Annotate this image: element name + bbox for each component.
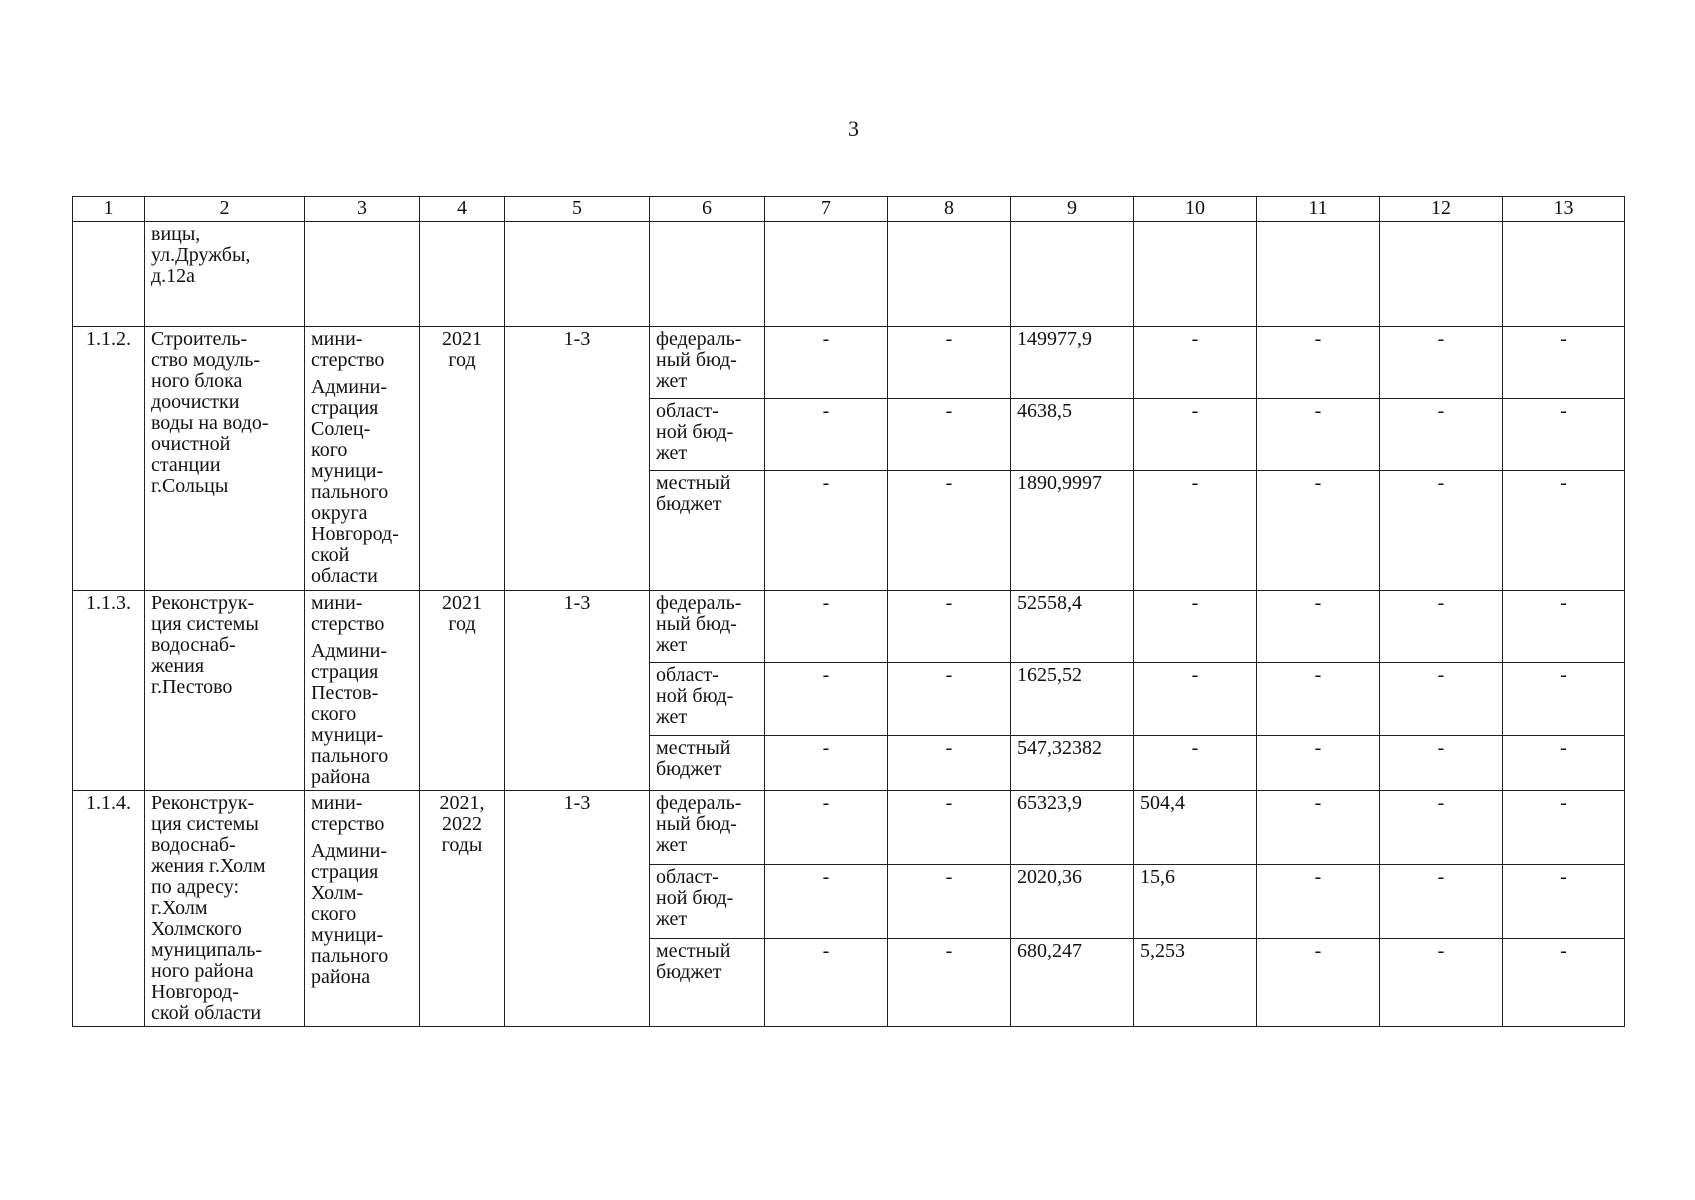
value-c9: 1625,52 — [1011, 663, 1134, 735]
row-id: 1.1.2. — [73, 327, 145, 591]
value-c11: - — [1257, 327, 1380, 399]
value-c8: - — [888, 939, 1011, 1027]
column-header-10: 10 — [1134, 197, 1257, 222]
tasks: 1-3 — [505, 327, 650, 591]
funding-source: местный бюджет — [650, 471, 765, 591]
value-c7: - — [765, 591, 888, 663]
row-id: 1.1.4. — [73, 791, 145, 1027]
column-header-1: 1 — [73, 197, 145, 222]
value-c7: - — [765, 939, 888, 1027]
value-c7: - — [765, 327, 888, 399]
value-c8: - — [888, 591, 1011, 663]
value-c12: - — [1380, 663, 1503, 735]
value-c10: - — [1134, 471, 1257, 591]
value-c9: 1890,9997 — [1011, 471, 1134, 591]
value-c10: 15,6 — [1134, 865, 1257, 939]
funding-source: област- ной бюд- жет — [650, 399, 765, 471]
value-c9: 547,32382 — [1011, 735, 1134, 790]
executor: мини- стерство Админи- страция Пестов- ского муници- пального района — [305, 591, 420, 791]
value-c8: - — [888, 663, 1011, 735]
value-c11: - — [1257, 471, 1380, 591]
column-header-2: 2 — [145, 197, 305, 222]
column-header-13: 13 — [1503, 197, 1625, 222]
value-c12: - — [1380, 471, 1503, 591]
value-c12: - — [1380, 939, 1503, 1027]
continuation-cell-6 — [650, 222, 765, 327]
column-header-11: 11 — [1257, 197, 1380, 222]
measure-name: Строитель- ство модуль- ного блока доочистки воды на водо- очистной станции г.Сольцы — [145, 327, 305, 591]
value-c12: - — [1380, 735, 1503, 790]
funding-source: федераль- ный бюд- жет — [650, 327, 765, 399]
column-header-3: 3 — [305, 197, 420, 222]
table-row — [73, 327, 1625, 399]
value-c8: - — [888, 735, 1011, 790]
value-c9: 52558,4 — [1011, 591, 1134, 663]
continuation-cell-8 — [888, 222, 1011, 327]
value-c13: - — [1503, 471, 1625, 591]
tasks: 1-3 — [505, 591, 650, 791]
value-c13: - — [1503, 939, 1625, 1027]
table-row — [73, 791, 1625, 865]
continuation-cell-9 — [1011, 222, 1134, 327]
continuation-cell-11 — [1257, 222, 1380, 327]
executor: мини- стерство Админи- страция Холм- ского муници- пального района — [305, 791, 420, 1027]
value-c13: - — [1503, 865, 1625, 939]
measure-name: Реконструк- ция системы водоснаб- жения г.Холм по адресу: г.Холм Холмского муниципаль- ного района Новгород- ской области — [145, 791, 305, 1027]
funding-source: област- ной бюд- жет — [650, 865, 765, 939]
value-c7: - — [765, 735, 888, 790]
value-c10: 5,253 — [1134, 939, 1257, 1027]
value-c11: - — [1257, 791, 1380, 865]
value-c10: - — [1134, 663, 1257, 735]
value-c11: - — [1257, 735, 1380, 790]
funding-source: местный бюджет — [650, 939, 765, 1027]
continuation-row — [73, 222, 1625, 327]
value-c8: - — [888, 327, 1011, 399]
value-c13: - — [1503, 327, 1625, 399]
value-c9: 2020,36 — [1011, 865, 1134, 939]
value-c9: 4638,5 — [1011, 399, 1134, 471]
value-c13: - — [1503, 399, 1625, 471]
continuation-cell-3 — [305, 222, 420, 327]
value-c8: - — [888, 471, 1011, 591]
executor: мини- стерство Админи- страция Солец- кого муници- пального округа Новгород- ской области — [305, 327, 420, 591]
page-number: 3 — [848, 116, 859, 141]
value-c12: - — [1380, 591, 1503, 663]
value-c8: - — [888, 865, 1011, 939]
value-c7: - — [765, 865, 888, 939]
years: 2021 год — [420, 591, 505, 791]
value-c7: - — [765, 471, 888, 591]
years: 2021, 2022 годы — [420, 791, 505, 1027]
column-header-6: 6 — [650, 197, 765, 222]
tasks: 1-3 — [505, 791, 650, 1027]
measure-name: Реконструк- ция системы водоснаб- жения г.Пестово — [145, 591, 305, 791]
value-c7: - — [765, 791, 888, 865]
value-c8: - — [888, 791, 1011, 865]
value-c11: - — [1257, 865, 1380, 939]
value-c10: 504,4 — [1134, 791, 1257, 865]
value-c12: - — [1380, 399, 1503, 471]
value-c9: 149977,9 — [1011, 327, 1134, 399]
value-c12: - — [1380, 327, 1503, 399]
column-header-9: 9 — [1011, 197, 1134, 222]
years: 2021 год — [420, 327, 505, 591]
continuation-cell-13 — [1503, 222, 1625, 327]
value-c10: - — [1134, 591, 1257, 663]
continuation-cell-10 — [1134, 222, 1257, 327]
table-row — [73, 591, 1625, 663]
continuation-cell-2: вицы, ул.Дружбы, д.12а — [145, 222, 305, 327]
value-c12: - — [1380, 791, 1503, 865]
continuation-cell-7 — [765, 222, 888, 327]
continuation-cell-5 — [505, 222, 650, 327]
value-c9: 65323,9 — [1011, 791, 1134, 865]
value-c9: 680,247 — [1011, 939, 1134, 1027]
value-c13: - — [1503, 663, 1625, 735]
column-header-12: 12 — [1380, 197, 1503, 222]
continuation-cell-1 — [73, 222, 145, 327]
row-id: 1.1.3. — [73, 591, 145, 791]
funding-source: федераль- ный бюд- жет — [650, 591, 765, 663]
continuation-cell-12 — [1380, 222, 1503, 327]
header-row — [73, 197, 1625, 222]
column-header-4: 4 — [420, 197, 505, 222]
value-c10: - — [1134, 399, 1257, 471]
value-c13: - — [1503, 791, 1625, 865]
value-c13: - — [1503, 591, 1625, 663]
column-header-8: 8 — [888, 197, 1011, 222]
value-c11: - — [1257, 663, 1380, 735]
budget-table — [72, 196, 1625, 1027]
value-c7: - — [765, 399, 888, 471]
value-c11: - — [1257, 399, 1380, 471]
funding-source: област- ной бюд- жет — [650, 663, 765, 735]
value-c12: - — [1380, 865, 1503, 939]
value-c11: - — [1257, 939, 1380, 1027]
continuation-cell-4 — [420, 222, 505, 327]
funding-source: федераль- ный бюд- жет — [650, 791, 765, 865]
column-header-7: 7 — [765, 197, 888, 222]
column-header-5: 5 — [505, 197, 650, 222]
value-c10: - — [1134, 327, 1257, 399]
value-c13: - — [1503, 735, 1625, 790]
value-c10: - — [1134, 735, 1257, 790]
value-c11: - — [1257, 591, 1380, 663]
value-c7: - — [765, 663, 888, 735]
funding-source: местный бюджет — [650, 735, 765, 790]
value-c8: - — [888, 399, 1011, 471]
